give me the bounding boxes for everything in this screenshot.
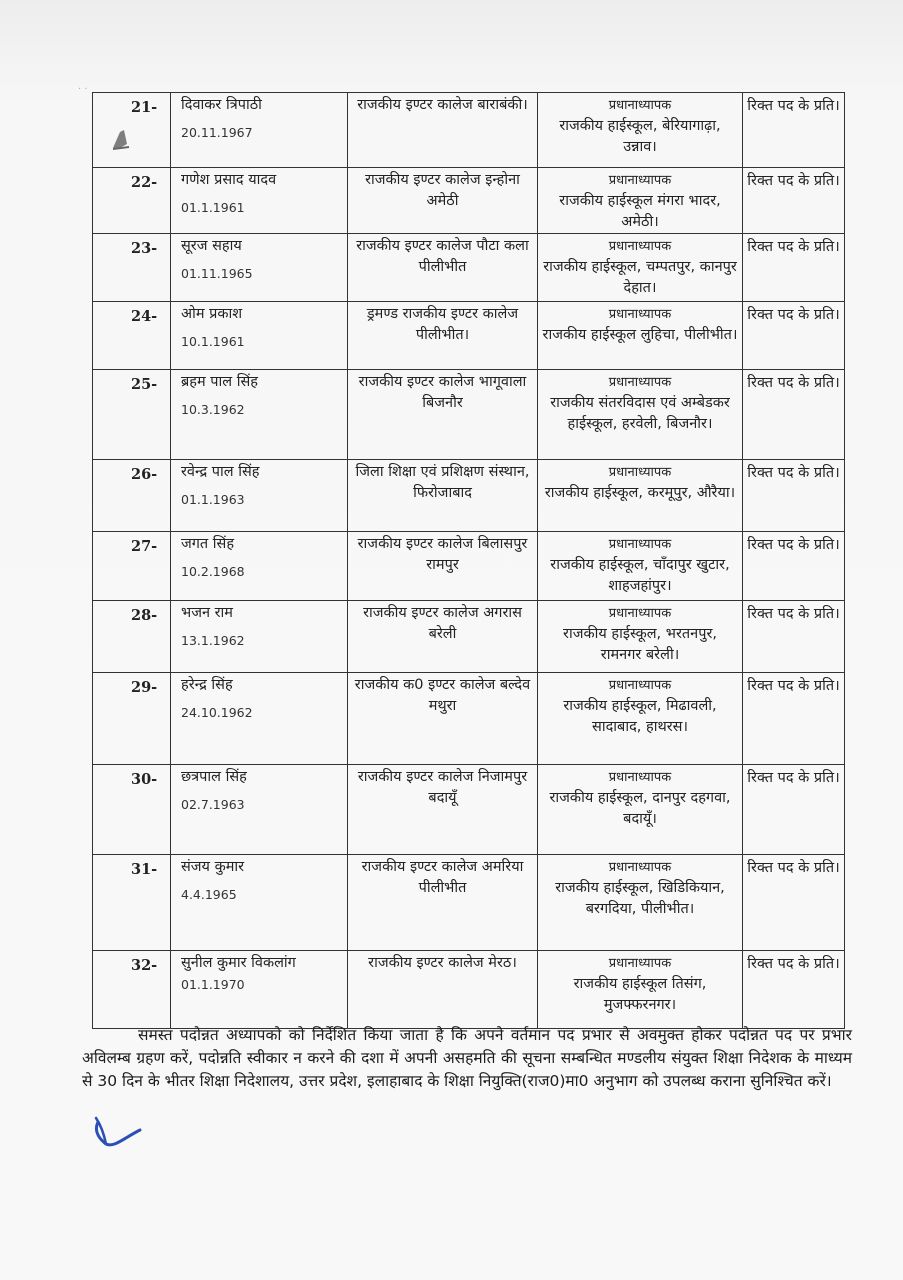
remark: रिक्त पद के प्रति। xyxy=(747,465,840,481)
promotion-table xyxy=(92,92,845,1029)
promoted-post-cell xyxy=(538,951,743,1029)
current-posting: राजकीय इण्टर कालेज बाराबंकी। xyxy=(357,97,528,113)
post-title: प्रधानाध्यापक xyxy=(608,465,672,480)
serial-number-cell xyxy=(93,673,171,765)
remark: रिक्त पद के प्रति। xyxy=(747,98,840,114)
teacher-name: छत्रपाल सिंह xyxy=(181,769,247,785)
serial-number: 30- xyxy=(131,771,158,788)
current-posting-cell xyxy=(348,673,538,765)
promoted-school: राजकीय हाईस्कूल, दानपुर दहगवा, बदायूँ। xyxy=(549,790,731,827)
teacher-name: सुनील कुमार विकलांग xyxy=(181,955,296,971)
teacher-cell xyxy=(171,234,348,302)
teacher-cell xyxy=(171,855,348,951)
post-title: प्रधानाध्यापक xyxy=(608,956,672,971)
signature-mark-icon xyxy=(90,1108,150,1158)
teacher-name: जगत सिंह xyxy=(181,536,235,552)
current-posting-cell xyxy=(348,302,538,370)
table-row xyxy=(93,460,845,532)
promoted-school: राजकीय हाईस्कूल, चाँदापुर खुटार, शाहजहांपुर। xyxy=(550,557,730,594)
promoted-school: राजकीय हाईस्कूल मंगरा भादर, अमेठी। xyxy=(559,193,721,230)
remark-cell xyxy=(743,234,845,302)
current-posting: राजकीय इण्टर कालेज इन्होना अमेठी xyxy=(365,172,520,209)
promoted-post-cell xyxy=(538,168,743,234)
current-posting: ड्रमण्ड राजकीय इण्टर कालेज पीलीभीत। xyxy=(366,306,519,343)
post-title: प्रधानाध्यापक xyxy=(608,678,672,693)
remark: रिक्त पद के प्रति। xyxy=(747,307,840,323)
promoted-school: राजकीय हाईस्कूल, खिडिकियान, बरगदिया, पीलीभीत। xyxy=(555,880,725,917)
promotion-table-body xyxy=(93,93,845,1029)
table-row xyxy=(93,302,845,370)
current-posting: राजकीय क0 इण्टर कालेज बल्देव मथुरा xyxy=(354,677,531,714)
serial-number: 29- xyxy=(131,679,158,696)
table-row xyxy=(93,673,845,765)
remark-cell xyxy=(743,601,845,673)
remark-cell xyxy=(743,673,845,765)
date-of-birth: 13.1.1962 xyxy=(181,633,245,648)
promoted-school: राजकीय हाईस्कूल लुहिचा, पीलीभीत। xyxy=(542,327,738,343)
date-of-birth: 10.1.1961 xyxy=(181,334,245,349)
serial-number-cell xyxy=(93,532,171,601)
remark: रिक्त पद के प्रति। xyxy=(747,537,840,553)
post-title: प्रधानाध्यापक xyxy=(608,375,672,390)
promoted-post-cell xyxy=(538,765,743,855)
promoted-school: राजकीय हाईस्कूल, बेरियागाढ़ा, उन्नाव। xyxy=(559,118,721,155)
current-posting-cell xyxy=(348,168,538,234)
date-of-birth: 01.1.1963 xyxy=(181,492,245,507)
post-title: प्रधानाध्यापक xyxy=(608,173,672,188)
teacher-name: दिवाकर त्रिपाठी xyxy=(181,97,262,113)
teacher-cell xyxy=(171,765,348,855)
teacher-name: सूरज सहाय xyxy=(181,238,242,254)
teacher-name: हरेन्द्र सिंह xyxy=(181,677,233,693)
table-row xyxy=(93,370,845,460)
current-posting-cell xyxy=(348,951,538,1029)
serial-number: 24- xyxy=(131,308,158,325)
current-posting: राजकीय इण्टर कालेज अमरिया पीलीभीत xyxy=(361,859,524,896)
serial-number: 31- xyxy=(131,861,158,878)
date-of-birth: 20.11.1967 xyxy=(181,125,253,140)
remark-cell xyxy=(743,460,845,532)
post-title: प्रधानाध्यापक xyxy=(608,860,672,875)
current-posting-cell xyxy=(348,460,538,532)
post-title: प्रधानाध्यापक xyxy=(608,307,672,322)
teacher-cell xyxy=(171,532,348,601)
table-row xyxy=(93,765,845,855)
date-of-birth: 02.7.1963 xyxy=(181,797,245,812)
table-row xyxy=(93,234,845,302)
current-posting: राजकीय इण्टर कालेज मेरठ। xyxy=(368,955,517,971)
date-of-birth: 01.1.1961 xyxy=(181,200,245,215)
remark: रिक्त पद के प्रति। xyxy=(747,173,840,189)
date-of-birth: 24.10.1962 xyxy=(181,705,253,720)
remark-cell xyxy=(743,370,845,460)
teacher-cell xyxy=(171,370,348,460)
promoted-school: राजकीय हाईस्कूल तिसंग, मुजफ्फरनगर। xyxy=(573,976,707,1013)
teacher-cell xyxy=(171,601,348,673)
remark: रिक्त पद के प्रति। xyxy=(747,375,840,391)
serial-number-cell xyxy=(93,234,171,302)
current-posting-cell xyxy=(348,855,538,951)
promoted-school: राजकीय हाईस्कूल, भरतनपुर, रामनगर बरेली। xyxy=(563,626,717,663)
serial-number-cell xyxy=(93,765,171,855)
promoted-school: राजकीय संतरविदास एवं अम्बेडकर हाईस्कूल, हरवेली, बिजनौर। xyxy=(550,395,730,432)
promoted-post-cell xyxy=(538,532,743,601)
date-of-birth: 01.1.1970 xyxy=(181,977,245,992)
serial-number: 25- xyxy=(131,376,158,393)
promoted-post-cell xyxy=(538,302,743,370)
remark: रिक्त पद के प्रति। xyxy=(747,860,840,876)
serial-number: 32- xyxy=(131,957,158,974)
promoted-post-cell xyxy=(538,855,743,951)
post-title: प्रधानाध्यापक xyxy=(608,537,672,552)
date-of-birth: 4.4.1965 xyxy=(181,887,237,902)
table-row xyxy=(93,855,845,951)
promoted-school: राजकीय हाईस्कूल, मिढावली, सादाबाद, हाथरस। xyxy=(563,698,717,735)
promoted-school: राजकीय हाईस्कूल, चम्पतपुर, कानपुर देहात। xyxy=(543,259,737,296)
serial-number: 22- xyxy=(131,174,158,191)
promoted-post-cell xyxy=(538,460,743,532)
serial-number: 26- xyxy=(131,466,158,483)
promoted-post-cell xyxy=(538,673,743,765)
scan-speckle: · · xyxy=(78,84,88,95)
serial-number-cell xyxy=(93,370,171,460)
instruction-text: समस्त पदोन्नत अध्यापको को निर्देशित किया जाता है कि अपने वर्तमान पद प्रभार से अवमुक्त होकर पदोन्नत पद पर प्रभार अविलम्ब ग्रहण करें, पदोन्नति स्वीकार न करने की दशा में अपनी असहमति की सूचना सम्बन्धित मण्डलीय संयुक्त शिक्षा निदेशक के माध्यम से 30 दिन के भीतर शिक्षा निदेशालय, उत्तर प्रदेश, इलाहाबाद के शिक्षा नियुक्ति(राज0)मा0 अनुभाग को उपलब्ध कराना सुनिश्चित करें। xyxy=(82,1026,852,1090)
teacher-cell xyxy=(171,302,348,370)
remark-cell xyxy=(743,168,845,234)
remark-cell xyxy=(743,532,845,601)
post-title: प्रधानाध्यापक xyxy=(608,770,672,785)
post-title: प्रधानाध्यापक xyxy=(608,98,672,113)
serial-number: 21- xyxy=(131,99,158,116)
promoted-school: राजकीय हाईस्कूल, करमूपुर, औरैया। xyxy=(544,485,736,501)
post-title: प्रधानाध्यापक xyxy=(608,606,672,621)
table-row xyxy=(93,93,845,168)
remark-cell xyxy=(743,951,845,1029)
date-of-birth: 01.11.1965 xyxy=(181,266,253,281)
teacher-name: रवेन्द्र पाल सिंह xyxy=(181,464,260,480)
teacher-name: भजन राम xyxy=(181,605,233,621)
serial-number: 28- xyxy=(131,607,158,624)
current-posting: राजकीय इण्टर कालेज बिलासपुर रामपुर xyxy=(357,536,528,573)
table-row xyxy=(93,168,845,234)
current-posting: राजकीय इण्टर कालेज अगरास बरेली xyxy=(363,605,522,642)
serial-number-cell xyxy=(93,302,171,370)
remark-cell xyxy=(743,302,845,370)
teacher-cell xyxy=(171,460,348,532)
serial-number-cell xyxy=(93,168,171,234)
remark-cell xyxy=(743,855,845,951)
serial-number-cell xyxy=(93,951,171,1029)
teacher-name: गणेश प्रसाद यादव xyxy=(181,172,277,188)
date-of-birth: 10.3.1962 xyxy=(181,402,245,417)
serial-number: 27- xyxy=(131,538,158,555)
remark-cell xyxy=(743,765,845,855)
current-posting-cell xyxy=(348,601,538,673)
table-row xyxy=(93,601,845,673)
teacher-cell xyxy=(171,951,348,1029)
remark: रिक्त पद के प्रति। xyxy=(747,239,840,255)
teacher-name: ब्रहम पाल सिंह xyxy=(181,374,258,390)
serial-number: 23- xyxy=(131,240,158,257)
current-posting: राजकीय इण्टर कालेज भागूवाला बिजनौर xyxy=(358,374,527,411)
current-posting: राजकीय इण्टर कालेज पौटा कला पीलीभीत xyxy=(356,238,529,275)
teacher-cell xyxy=(171,93,348,168)
current-posting-cell xyxy=(348,765,538,855)
promoted-post-cell xyxy=(538,601,743,673)
teacher-cell xyxy=(171,673,348,765)
serial-number-cell xyxy=(93,855,171,951)
current-posting: जिला शिक्षा एवं प्रशिक्षण संस्थान, फिरोजाबाद xyxy=(355,464,530,501)
current-posting: राजकीय इण्टर कालेज निजामपुर बदायूँ xyxy=(357,769,528,806)
teacher-name: संजय कुमार xyxy=(181,859,245,875)
current-posting-cell xyxy=(348,234,538,302)
serial-number-cell xyxy=(93,460,171,532)
promoted-post-cell xyxy=(538,234,743,302)
table-row xyxy=(93,951,845,1029)
post-title: प्रधानाध्यापक xyxy=(608,239,672,254)
teacher-cell xyxy=(171,168,348,234)
current-posting-cell xyxy=(348,370,538,460)
table-row xyxy=(93,532,845,601)
promoted-post-cell xyxy=(538,370,743,460)
remark-cell xyxy=(743,93,845,168)
remark: रिक्त पद के प्रति। xyxy=(747,678,840,694)
current-posting-cell xyxy=(348,532,538,601)
current-posting-cell xyxy=(348,93,538,168)
instruction-paragraph xyxy=(82,1024,852,1093)
promoted-post-cell xyxy=(538,93,743,168)
date-of-birth: 10.2.1968 xyxy=(181,564,245,579)
serial-number-cell xyxy=(93,601,171,673)
remark: रिक्त पद के प्रति। xyxy=(747,956,840,972)
remark: रिक्त पद के प्रति। xyxy=(747,606,840,622)
pen-mark-icon xyxy=(110,126,132,152)
teacher-name: ओम प्रकाश xyxy=(181,306,243,322)
remark: रिक्त पद के प्रति। xyxy=(747,770,840,786)
